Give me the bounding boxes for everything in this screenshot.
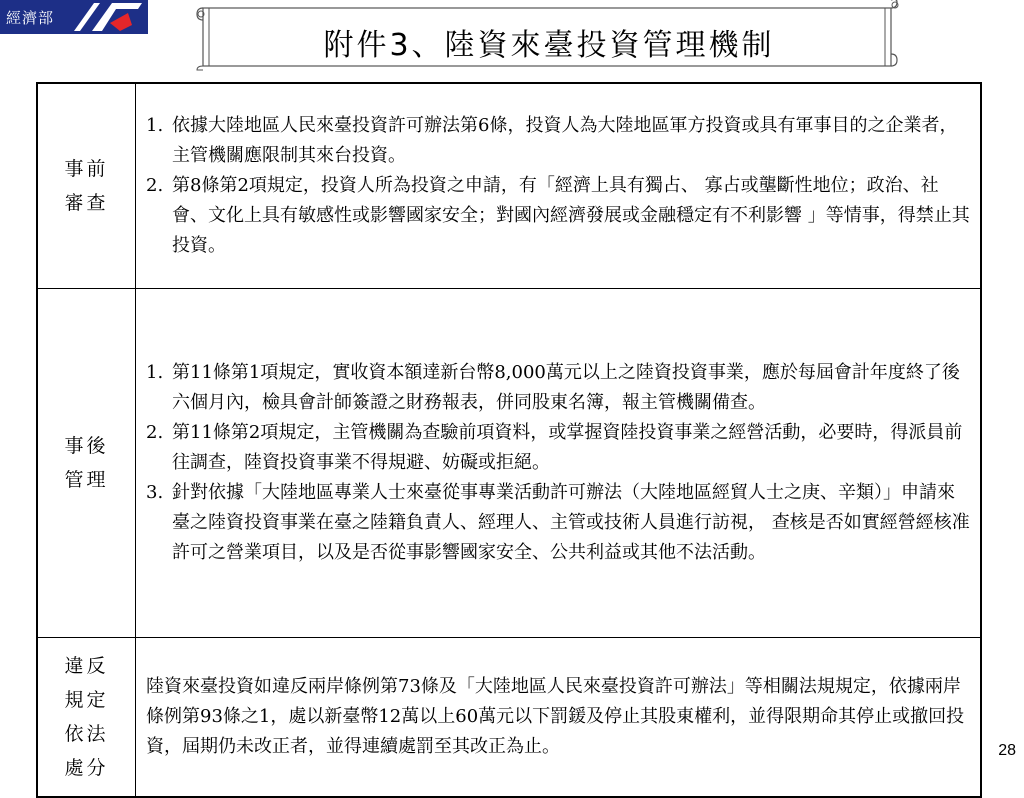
logo-text: 經濟部 [6,8,55,27]
category-cell [37,289,136,638]
category-line: 違反 [64,655,109,677]
regulation-table [36,82,982,798]
ministry-logo [0,0,148,34]
category-line: 處分 [64,757,109,779]
table-row [37,638,981,798]
page-number: 28 [998,742,1016,759]
item-text: 第11條第2項規定，主管機關為查驗前項資料，或掌握資陸投資事業之經營活動，必要時，得派員前往調查，陸資投資事業不得規避、妨礙或拒絕。 [172,422,963,473]
item-number: 1. [146,115,164,136]
list-item [146,418,972,478]
list-item [146,358,972,418]
penalty-paragraph: 陸資來臺投資如違反兩岸條例第73條及「大陸地區人民來臺投資許可辦法」等相關法規規定，依據兩岸條例第93條之1，處以新臺幣12萬以上60萬元以下罰鍰及停止其股東權利，並得限期命其停止或撤回投資，屆期仍未改正者，並得連續處罰至其改正為止。 [146,676,965,757]
category-line: 事後 [64,435,109,457]
item-number: 2. [146,175,164,196]
list-item [146,478,972,568]
title-banner [193,0,905,72]
category-line: 審查 [64,192,109,214]
item-text: 第11條第1項規定，實收資本額達新台幣8,000萬元以上之陸資投資事業，應於每屆會計年度終了後六個月內，檢具會計師簽證之財務報表，併同股東名簿，報主管機關備查。 [172,362,960,413]
content-cell [136,289,982,638]
category-cell [37,638,136,798]
content-cell [136,638,982,798]
content-cell [136,83,982,289]
category-line: 管理 [64,469,109,491]
page-title: 附件3、陸資來臺投資管理機制 [323,28,775,63]
table-row [37,83,981,289]
category-line: 依法 [64,723,109,745]
category-line: 事前 [64,158,109,180]
item-number: 2. [146,422,164,443]
item-number: 1. [146,362,164,383]
list-item [146,111,972,171]
item-text: 針對依據「大陸地區專業人士來臺從事專業活動許可辦法（大陸地區經貿人士之庚、辛類）」申請來臺之陸資投資事業在臺之陸籍負責人、經理人、主管或技術人員進行訪視， 查核是否如實經營經核准許可之營業項目，以及是否從事影響國家安全、公共利益或其他不法活動。 [172,482,970,563]
category-line: 規定 [64,689,109,711]
ministry-emblem-icon [72,1,148,33]
table-row [37,289,981,638]
category-cell [37,83,136,289]
item-number: 3. [146,482,164,503]
list-item [146,171,972,261]
item-list [146,358,972,568]
item-text: 依據大陸地區人民來臺投資許可辦法第6條，投資人為大陸地區軍方投資或具有軍事目的之企業者，主管機關應限制其來台投資。 [172,115,958,166]
item-list [146,111,972,261]
item-text: 第8條第2項規定，投資人所為投資之申請，有「經濟上具有獨占、 寡占或壟斷性地位；政治、社會、文化上具有敏感性或影響國家安全；對國內經濟發展或金融穩定有不利影響 」等情事，得禁止其投資。 [172,175,970,256]
